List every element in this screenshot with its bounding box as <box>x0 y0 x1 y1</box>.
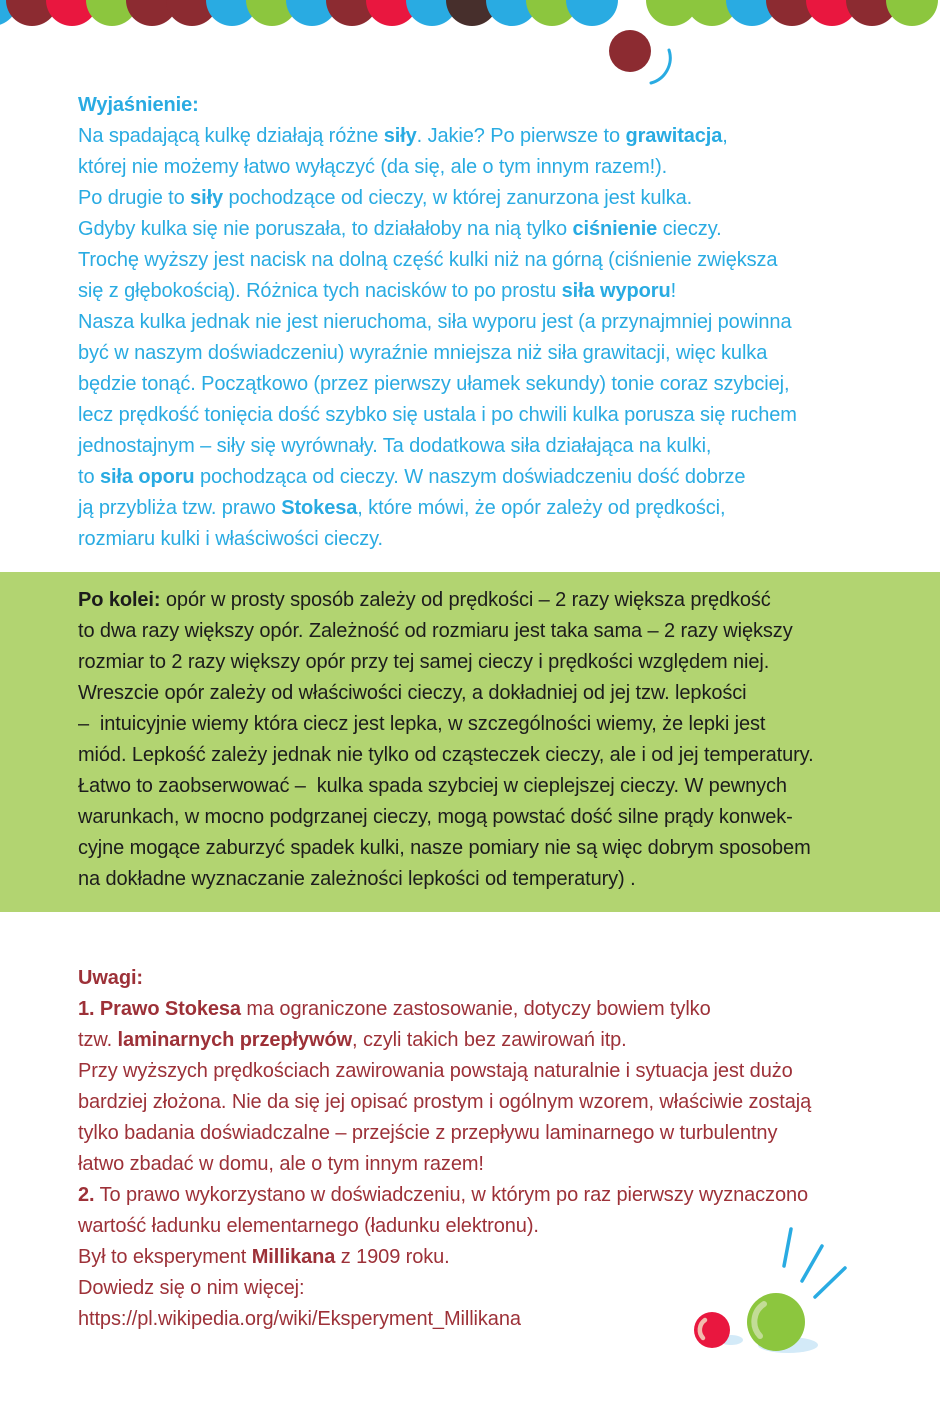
text-segment: 1. Prawo Stokesa <box>78 998 241 1020</box>
wikipedia-link[interactable]: https://pl.wikipedia.org/wiki/Eksperyment_Millikana <box>78 1308 521 1330</box>
text-line <box>78 214 797 245</box>
top-garland <box>0 0 940 30</box>
text-segment: rozmiar to 2 razy większy opór przy tej samej cieczy i prędkości względem niej. <box>78 651 770 673</box>
text-segment: opór w prosty sposób zależy od prędkości – 2 razy większa prędkość <box>160 589 771 611</box>
text-segment: Po kolei: <box>78 589 161 611</box>
text-segment: lecz prędkość tonięcia dość szybko się ustala i po chwili kulka porusza się ruchem <box>78 404 797 426</box>
garland-circle-red <box>366 0 418 26</box>
text-line <box>78 493 797 524</box>
text-segment: wartość ładunku elementarnego (ładunku elektronu). <box>78 1215 539 1237</box>
bounce-arc-icon <box>651 50 670 83</box>
text-line <box>78 1025 811 1056</box>
garland-circle-blue <box>0 0 18 26</box>
notes-paragraph <box>78 994 811 1335</box>
garland-circle-green <box>246 0 298 26</box>
text-line <box>78 802 814 833</box>
text-line <box>78 585 814 616</box>
garland-circle-green <box>86 0 138 26</box>
text-line <box>78 245 797 276</box>
text-segment: będzie tonąć. Początkowo (przez pierwszy ułamek sekundy) tonie coraz szybciej, <box>78 373 790 395</box>
garland-circle-green <box>886 0 938 26</box>
text-line <box>78 121 797 152</box>
text-segment: laminarnych przepływów <box>117 1029 353 1051</box>
text-line <box>78 338 797 369</box>
text-segment: to dwa razy większy opór. Zależność od rozmiaru jest taka sama – 2 razy większy <box>78 620 793 642</box>
text-segment: Dowiedz się o nim więcej: <box>78 1277 305 1299</box>
text-line <box>78 1056 811 1087</box>
text-segment: siły <box>190 187 224 209</box>
text-line <box>78 616 814 647</box>
text-segment: . Jakie? Po pierwsze to <box>416 125 626 147</box>
text-segment: , które mówi, że opór zależy od prędkości, <box>357 497 726 519</box>
garland-circle-blue <box>406 0 458 26</box>
text-line <box>78 369 797 400</box>
text-segment: ! <box>670 280 677 302</box>
garland-circle-blue <box>286 0 338 26</box>
explanation-heading: Wyjaśnienie: <box>78 94 199 116</box>
notes-section <box>78 963 811 1335</box>
text-line <box>78 1304 811 1335</box>
text-segment: się z głębokością). Różnica tych nacisków to po prostu <box>78 280 562 302</box>
explanation-paragraph <box>78 121 797 555</box>
text-segment: pochodząca od cieczy. W naszym doświadczeniu dość dobrze <box>194 466 746 488</box>
text-segment: Po drugie to <box>78 187 191 209</box>
text-segment: Był to eksperyment <box>78 1246 252 1268</box>
text-segment: 2. <box>78 1184 95 1206</box>
garland-circle-green <box>526 0 578 26</box>
notes-heading: Uwagi: <box>78 967 143 989</box>
garland-circle-red <box>806 0 858 26</box>
text-segment: Wreszcie opór zależy od właściwości cieczy, a dokładniej od jej tzw. lepkości <box>78 682 747 704</box>
text-segment: , czyli takich bez zawirowań itp. <box>352 1029 627 1051</box>
text-segment: grawitacja <box>625 125 723 147</box>
text-line <box>78 183 797 214</box>
text-segment: być w naszym doświadczeniu) wyraźnie mniejsza niż siła grawitacji, więc kulka <box>78 342 768 364</box>
text-segment: siła wyporu <box>561 280 671 302</box>
text-segment: Nasza kulka jednak nie jest nieruchoma, siła wyporu jest (a przynajmniej powinna <box>78 311 792 333</box>
text-segment: siły <box>383 125 417 147</box>
garland-circle-blue <box>566 0 618 26</box>
text-line <box>78 152 797 183</box>
text-line <box>78 1149 811 1180</box>
fallen-ball-decoration <box>609 30 670 83</box>
text-line <box>78 1180 811 1211</box>
text-line <box>78 431 797 462</box>
text-line <box>78 1273 811 1304</box>
garland-circle-maroon <box>326 0 378 26</box>
text-segment: cyjne mogące zaburzyć spadek kulki, nasze pomiary nie są więc dobrym sposobem <box>78 837 811 859</box>
text-segment: na dokładne wyznaczanie zależności lepkości od temperatury) . <box>78 868 636 890</box>
steps-paragraph <box>78 585 814 895</box>
text-line <box>78 647 814 678</box>
text-line <box>78 276 797 307</box>
text-segment: Stokesa <box>281 497 358 519</box>
text-segment: Przy wyższych prędkościach zawirowania powstają naturalnie i sytuacja jest dużo <box>78 1060 793 1082</box>
red-ball-shadow <box>719 1335 743 1345</box>
text-segment: ciśnienie <box>572 218 658 240</box>
text-line <box>78 1118 811 1149</box>
text-segment: miód. Lepkość zależy jednak nie tylko od cząsteczek cieczy, ale i od jej temperatury. <box>78 744 814 766</box>
green-highlight-band <box>0 572 940 912</box>
text-segment: – intuicyjnie wiemy która ciecz jest lepka, w szczególności wiemy, że lepki jest <box>78 713 766 735</box>
text-line <box>78 994 811 1025</box>
text-segment: której nie możemy łatwo wyłączyć (da się, ale o tym innym razem!). <box>78 156 668 178</box>
text-segment: Millikana <box>251 1246 336 1268</box>
text-segment: siła oporu <box>99 466 195 488</box>
text-segment: ją przybliża tzw. prawo <box>78 497 282 519</box>
garland-circle-maroon <box>126 0 178 26</box>
garland-circle-green <box>646 0 698 26</box>
garland-circle-maroon <box>846 0 898 26</box>
text-line <box>78 1211 811 1242</box>
garland-circle-maroon <box>766 0 818 26</box>
text-line <box>78 524 797 555</box>
garland-circle-maroon <box>6 0 58 26</box>
text-segment: To prawo wykorzystano w doświadczeniu, w którym po raz pierwszy wyznaczono <box>94 1184 809 1206</box>
text-segment: , <box>722 125 728 147</box>
text-line <box>78 709 814 740</box>
impact-line-3 <box>815 1268 845 1297</box>
text-segment: warunkach, w mocno podgrzanej cieczy, mogą powstać dość silne prądy konwek- <box>78 806 793 828</box>
text-line <box>78 462 797 493</box>
green-ball-shadow <box>758 1337 818 1353</box>
text-line <box>78 833 814 864</box>
garland-circle-dark_brown <box>446 0 498 26</box>
text-line <box>78 678 814 709</box>
text-line <box>78 740 814 771</box>
explanation-section <box>78 90 797 555</box>
text-segment: to <box>78 466 100 488</box>
text-segment: pochodzące od cieczy, w której zanurzona jest kulka. <box>223 187 693 209</box>
text-segment: bardziej złożona. Nie da się jej opisać prostym i ogólnym wzorem, właściwie zostają <box>78 1091 812 1113</box>
garland-circle-green <box>686 0 738 26</box>
text-segment: jednostajnym – siły się wyrównały. Ta dodatkowa siła działająca na kulki, <box>78 435 712 457</box>
text-segment: z 1909 roku. <box>335 1246 450 1268</box>
text-line <box>78 771 814 802</box>
garland-circle-maroon <box>166 0 218 26</box>
text-line <box>78 864 814 895</box>
garland-circle-blue <box>726 0 778 26</box>
text-segment: tzw. <box>78 1029 118 1051</box>
text-segment: Gdyby kulka się nie poruszała, to działałoby na nią tylko <box>78 218 573 240</box>
text-segment: rozmiaru kulki i właściwości cieczy. <box>78 528 383 550</box>
text-segment: Łatwo to zaobserwować – kulka spada szybciej w cieplejszej cieczy. W pewnych <box>78 775 787 797</box>
fallen-ball-icon <box>609 30 651 72</box>
garland-circle-red <box>46 0 98 26</box>
text-line <box>78 400 797 431</box>
garland-circle-blue <box>206 0 258 26</box>
text-segment: Trochę wyższy jest nacisk na dolną część kulki niż na górną (ciśnienie zwiększa <box>78 249 778 271</box>
text-segment: cieczy. <box>657 218 722 240</box>
text-line <box>78 307 797 338</box>
garland-circle-blue <box>486 0 538 26</box>
text-segment: Na spadającą kulkę działają różne <box>78 125 384 147</box>
text-segment: ma ograniczone zastosowanie, dotyczy bowiem tylko <box>240 998 711 1020</box>
text-line <box>78 1242 811 1273</box>
text-segment: tylko badania doświadczalne – przejście z przepływu laminarnego w turbulentny <box>78 1122 778 1144</box>
text-line <box>78 1087 811 1118</box>
text-segment: łatwo zbadać w domu, ale o tym innym razem! <box>78 1153 484 1175</box>
